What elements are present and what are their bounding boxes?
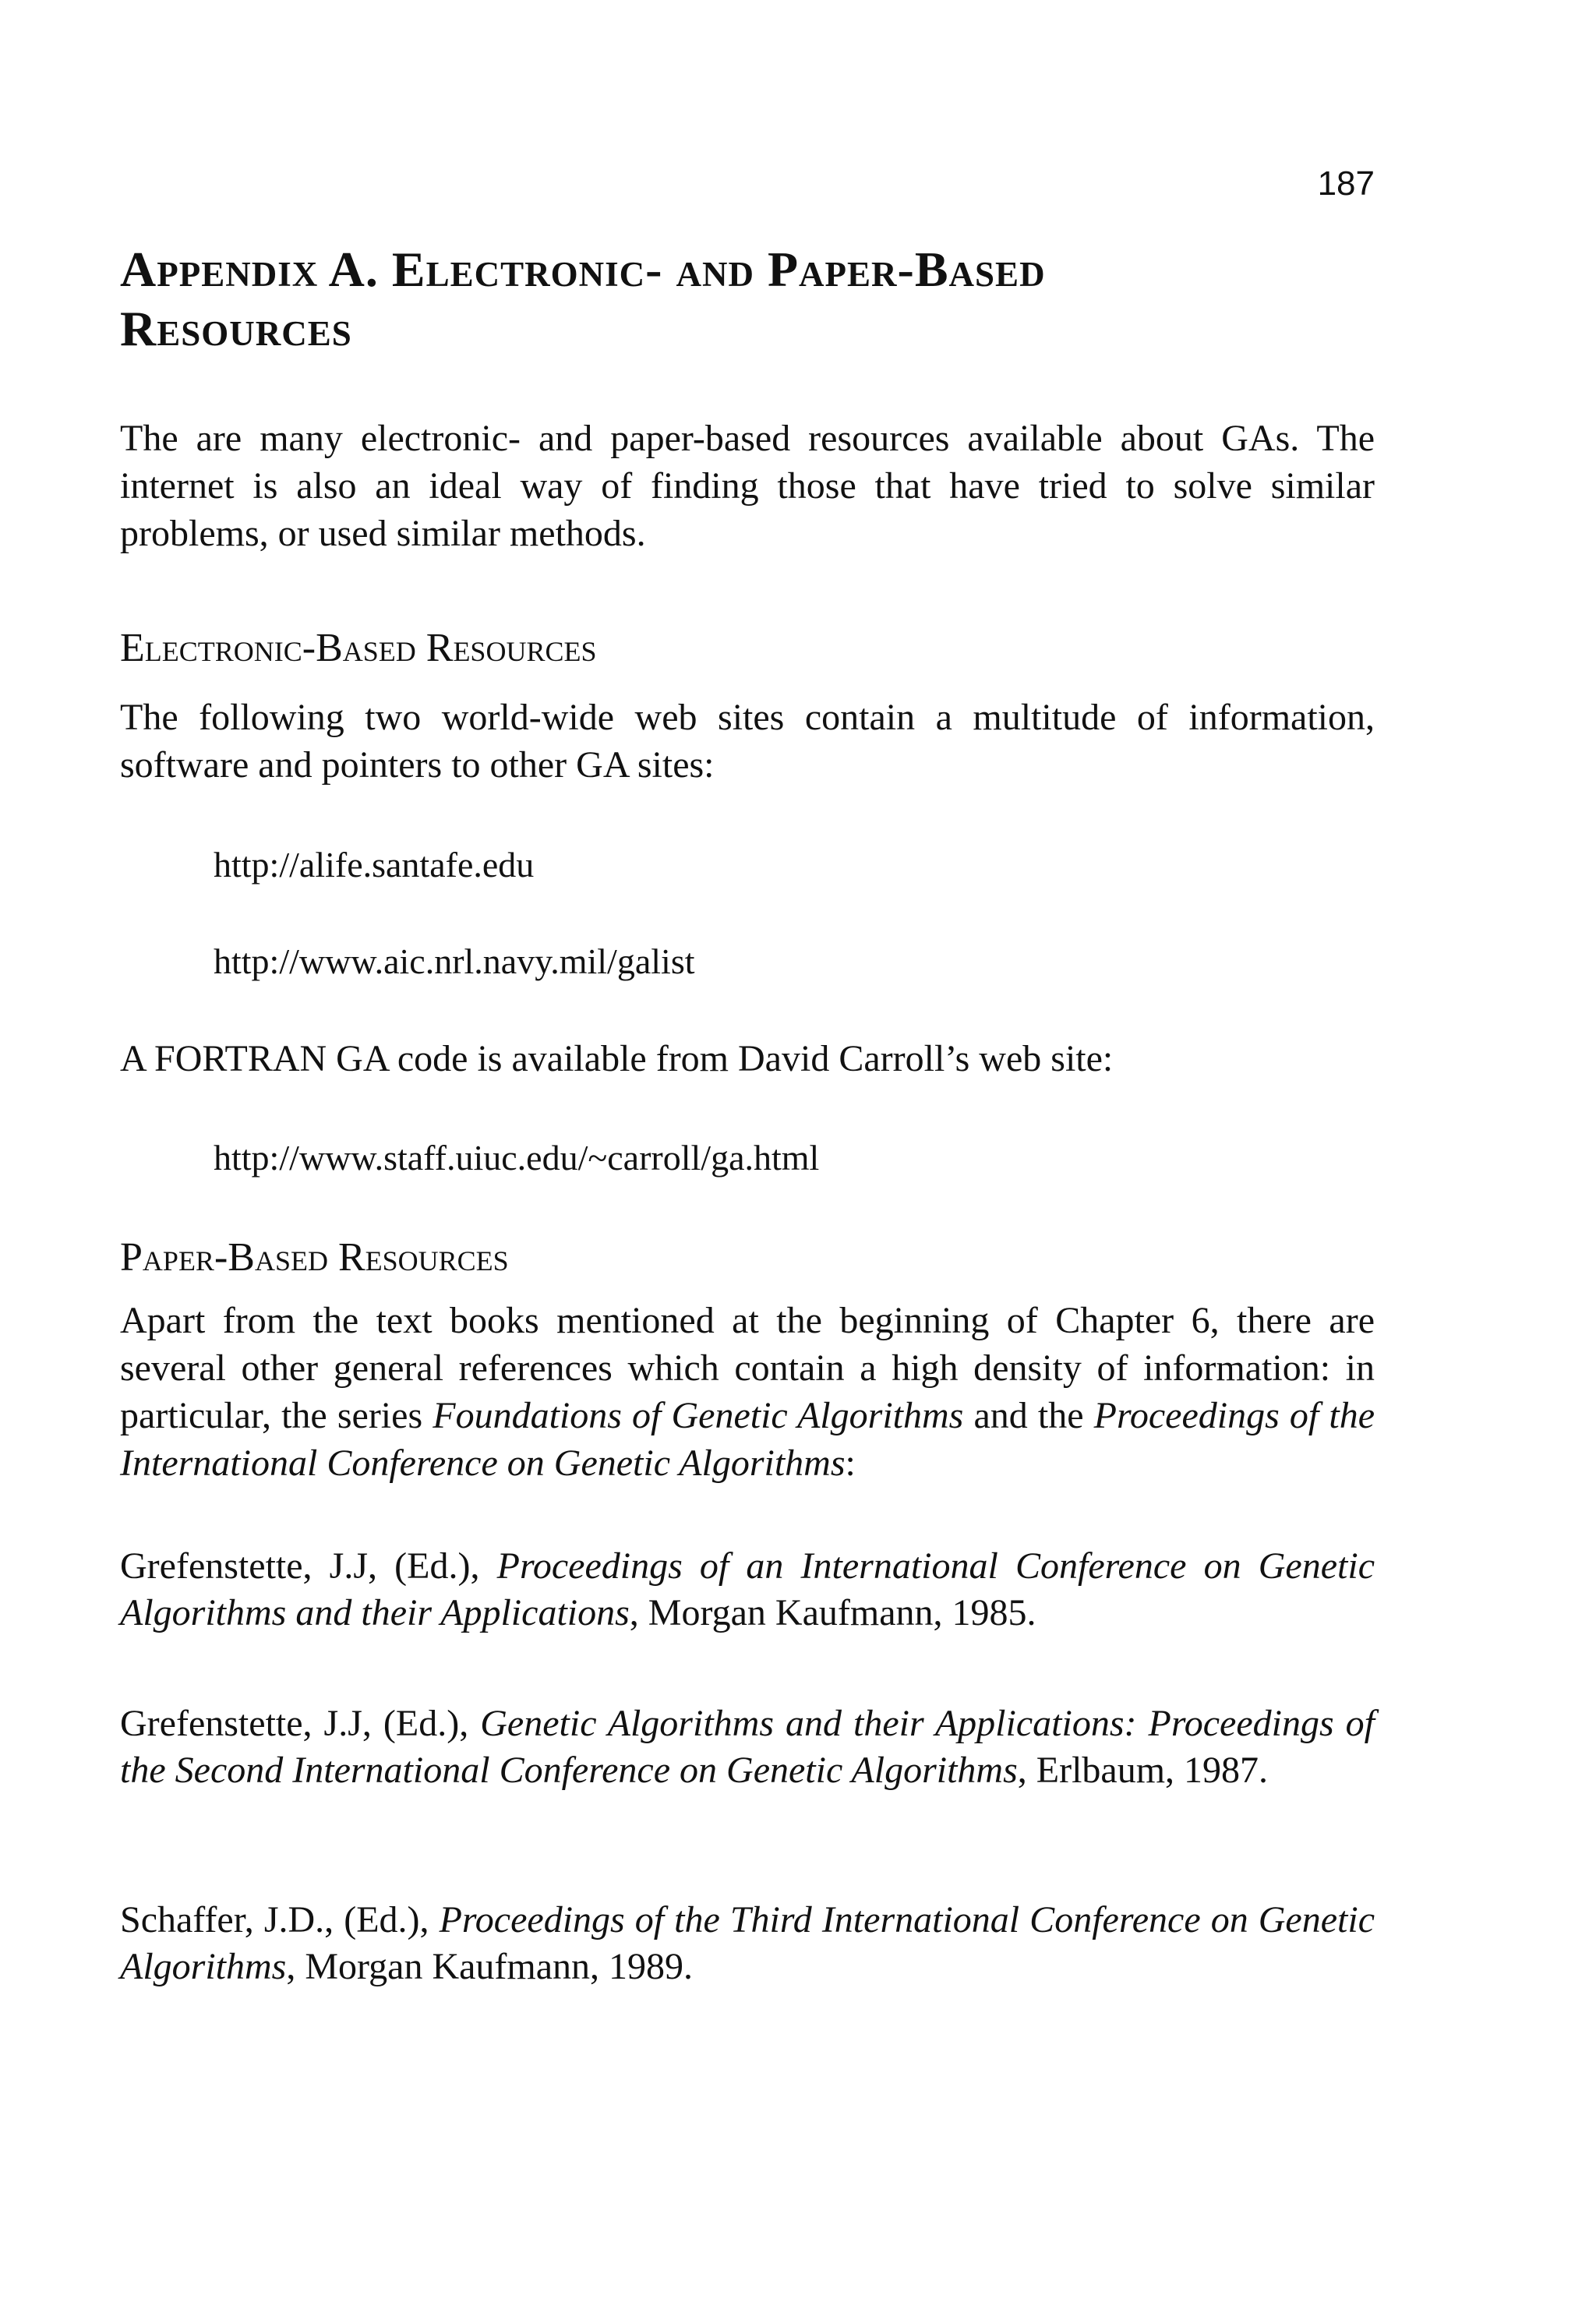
- url-galist[interactable]: http://www.aic.nrl.navy.mil/galist: [214, 941, 695, 981]
- reference-publisher: , Erlbaum, 1987.: [1017, 1750, 1269, 1791]
- url-alife[interactable]: http://alife.santafe.edu: [214, 845, 535, 885]
- reference-publisher: , Morgan Kaufmann, 1985.: [629, 1592, 1036, 1633]
- url-carroll[interactable]: http://www.staff.uiuc.edu/~carroll/ga.html: [214, 1138, 820, 1178]
- intro-paragraph: The are many electronic- and paper-based resources available about GAs. The internet is also an ideal way of finding those that have tried to solve similar problems, or used similar methods.: [120, 418, 1375, 554]
- series-title-foundations: Foundations of Genetic Algorithms: [433, 1395, 964, 1436]
- reference-author: Schaffer, J.D., (Ed.),: [120, 1899, 440, 1940]
- electronic-resources-heading: Electronic-Based Resources: [120, 626, 597, 670]
- reference-item: [120, 1543, 1375, 1637]
- reference-author: Grefenstette, J.J, (Ed.),: [120, 1703, 481, 1744]
- paper-resources-paragraph: [120, 1297, 1375, 1487]
- paper-para-text-1: Apart from the text books mentioned at the beginning of Chapter 6, there are several other general references which contain a high density of information: in particular, the series: [120, 1300, 1375, 1436]
- electronic-resources-paragraph: The following two world-wide web sites contain a multitude of information, software and pointers to other GA sites:: [120, 697, 1375, 786]
- reference-title: Proceedings of the Third International Conference on Genetic Algorithms: [120, 1899, 1375, 1987]
- paper-para-text-3: :: [845, 1442, 856, 1484]
- fortran-paragraph: A FORTRAN GA code is available from David Carroll’s web site:: [120, 1038, 1114, 1079]
- reference-author: Grefenstette, J.J, (Ed.),: [120, 1545, 497, 1587]
- reference-title: Proceedings of an International Conference on Genetic Algorithms and their Applications: [120, 1545, 1375, 1633]
- page: [120, 0, 1375, 2320]
- appendix-title-line-1: Appendix A. Electronic- and Paper-Based: [120, 242, 1046, 297]
- paper-para-text-2: and the: [963, 1395, 1094, 1436]
- reference-item: [120, 1897, 1375, 1990]
- appendix-title-line-2: Resources: [120, 301, 352, 356]
- series-title-proceedings: Proceedings of the International Conference on Genetic Algorithms: [120, 1395, 1375, 1484]
- reference-publisher: , Morgan Kaufmann, 1989.: [286, 1946, 694, 1987]
- paper-resources-heading: Paper-Based Resources: [120, 1235, 509, 1280]
- page-number: 187: [1317, 164, 1375, 203]
- reference-title: Genetic Algorithms and their Applications: Proceedings of the Second International Conference on Genetic Algorithms: [120, 1703, 1375, 1791]
- appendix-title: [120, 240, 1375, 358]
- reference-item: [120, 1700, 1375, 1794]
